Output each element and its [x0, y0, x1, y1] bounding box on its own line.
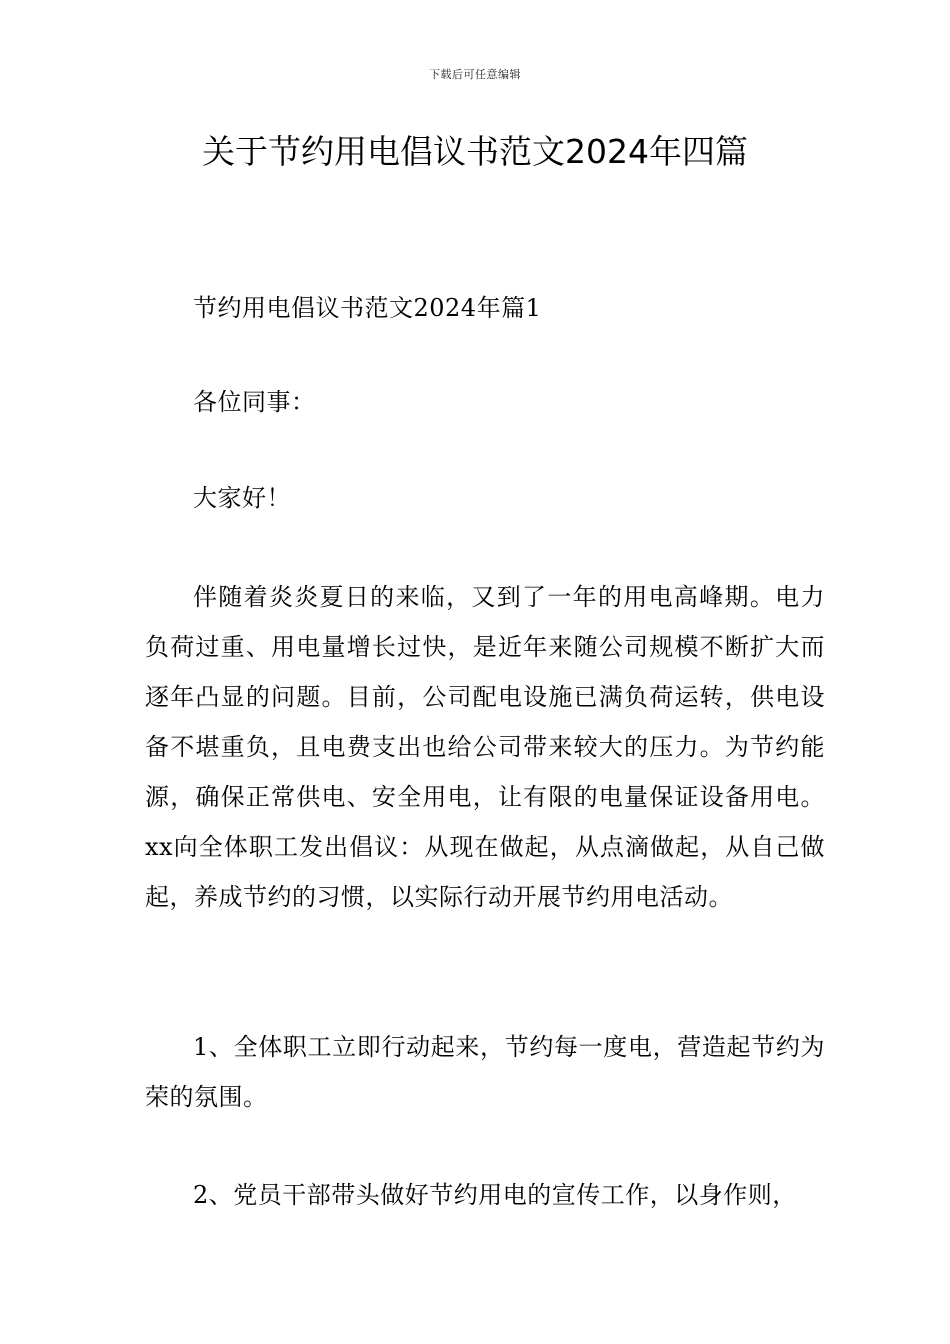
document-title: 关于节约用电倡议书范文2024年四篇 — [202, 132, 748, 171]
greeting: 大家好！ — [193, 484, 291, 512]
list-item-2: 2、党员干部带头做好节约用电的宣传工作，以身作则， — [193, 1181, 797, 1209]
section-heading: 节约用电倡议书范文2024年篇1 — [193, 294, 542, 322]
salutation: 各位同事： — [193, 388, 316, 416]
header-note: 下载后可任意编辑 — [429, 68, 521, 81]
body-paragraph: 伴随着炎炎夏日的来临，又到了一年的用电高峰期。电力负荷过重、用电量增长过快，是近年来随公司规模不断扩大而逐年凸显的问题。目前，公司配电设施已满负荷运转，供电设备不堪重负，且电费支出也给公司带来较大的压力。为节约能源，确保正常供电、安全用电，让有限的电量保证设备用电。xx向全体职工发出倡议：从现在做起，从点滴做起，从自己做起，养成节约的习惯，以实际行动开展节约用电活动。 — [145, 583, 825, 911]
list-item-1: 1、全体职工立即行动起来，节约每一度电，营造起节约为荣的氛围。 — [145, 1033, 825, 1111]
